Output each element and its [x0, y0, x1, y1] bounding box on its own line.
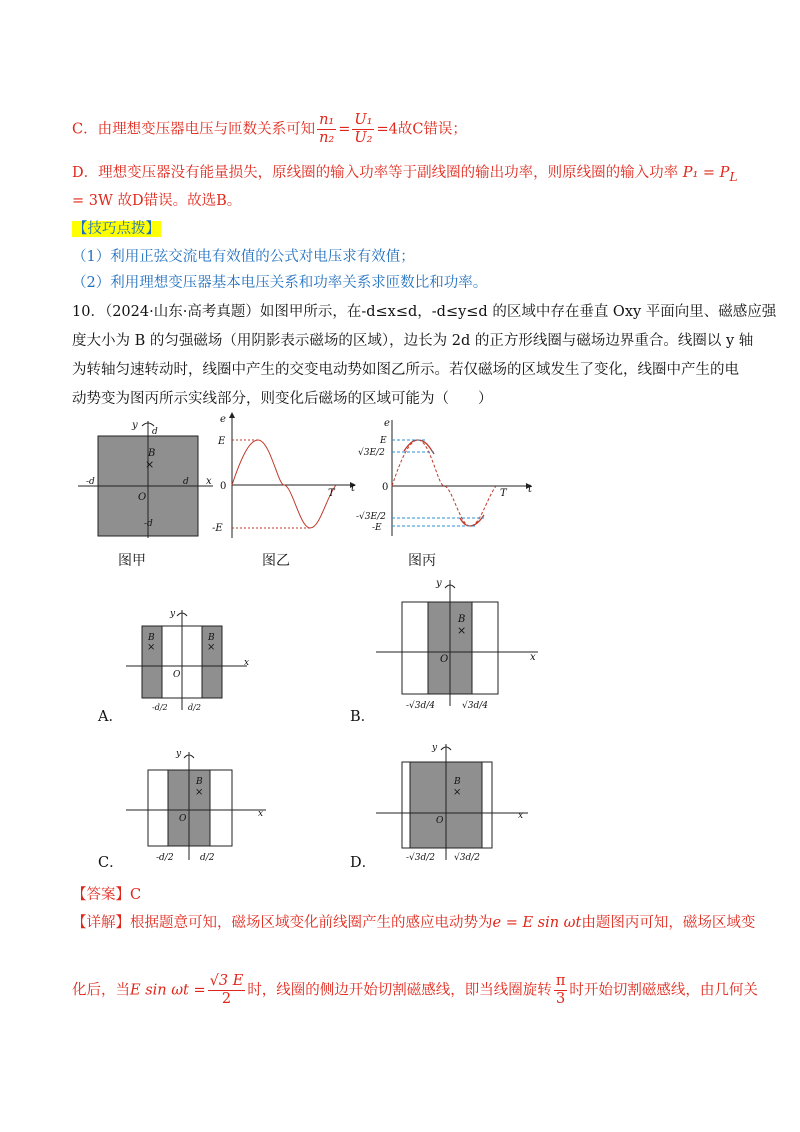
- option-c-explanation: C．由理想变压器电压与匝数关系可知 $\frac{\text{n₁}}{\text{n₂}}$ = $\frac{\text{U₁}}{\text{U₂}}$ =4故C错误；: [72, 112, 467, 146]
- option-d-explanation-line2: = 3W 故D错误。故选B。: [72, 193, 242, 209]
- left-bound-label: -√3d/4: [406, 701, 436, 711]
- figure-yi: [212, 410, 362, 540]
- caption-bing: 图丙: [408, 553, 436, 569]
- b-label: B: [458, 614, 466, 625]
- numerator: √3 E: [209, 973, 244, 989]
- origin-label: O: [440, 654, 449, 665]
- option-d-figure: [372, 738, 532, 864]
- sqrt3e-over-2: [208, 973, 246, 1008]
- detail-text-2a: 化后，当: [72, 982, 130, 999]
- line-d-text1: D．理想变压器没有能量损失，原线圈的输入功率等于副线圈的输出功率，则原线圈的输入功率: [72, 165, 679, 181]
- period-label: T: [328, 488, 335, 499]
- question-line-1: 10．（2024·山东·高考真题）如图甲所示，在-d≤x≤d，-d≤y≤d 的区域中存在垂直 Oxy 平面向里、磁感应强: [72, 304, 777, 320]
- b-label-right: B: [208, 633, 215, 643]
- origin-label: O: [179, 814, 187, 824]
- left-bound-label: -√3d/2: [406, 853, 436, 863]
- t-label: t: [351, 483, 356, 494]
- y-label: y: [170, 609, 176, 619]
- question-line-2: 度大小为 B 的匀强磁场（用阴影表示磁场的区域），边长为 2d 的正方形线圈与磁场边界重合。线圈以 y 轴: [72, 333, 754, 349]
- answer-value: C: [130, 887, 142, 903]
- x-label: x: [206, 476, 212, 487]
- figure-jia: [78, 416, 218, 541]
- bottom-d-label: -d: [144, 519, 153, 529]
- cross-icon: ×: [453, 787, 462, 798]
- pi-over-3: [554, 973, 568, 1008]
- right-bound-label: d/2: [200, 853, 215, 863]
- left-bound-label: -d/2: [152, 703, 168, 712]
- x-label: x: [530, 652, 536, 663]
- period-label: T: [500, 488, 507, 499]
- caption-yi: 图乙: [262, 553, 290, 569]
- zero-label: 0: [220, 481, 227, 492]
- top-d-label: d: [152, 427, 158, 437]
- y-label: y: [132, 420, 138, 431]
- question-line-3: 为转轴匀速转动时，线圈中产生的交变电动势如图乙所示。若仅磁场的区域发生了变化，线圈中产生的电: [72, 362, 739, 378]
- equals-four: =4: [376, 121, 398, 138]
- line-c-prefix: C．由理想变压器电压与匝数关系可知: [72, 121, 316, 138]
- x-label: x: [244, 658, 250, 668]
- e-axis-arrow-icon: [229, 412, 235, 418]
- y-label: y: [432, 743, 438, 753]
- zero-label: 0: [382, 482, 389, 493]
- cross-icon-left: ×: [147, 642, 156, 653]
- origin-label: O: [436, 816, 444, 826]
- emf-curve-dashed: [392, 440, 496, 526]
- option-c-label[interactable]: C．: [98, 855, 124, 871]
- emf-equation: e = E sin ωt: [492, 915, 582, 931]
- detail-text-1a: 根据题意可知，磁场区域变化前线圈产生的感应电动势为: [130, 915, 493, 931]
- b-label-left: B: [148, 633, 155, 643]
- condition-equation: E sin ωt =: [130, 982, 206, 999]
- answer-line: [72, 884, 141, 906]
- emax-label: E: [380, 436, 387, 446]
- detail-tag: 【详解】: [72, 915, 130, 931]
- detail-text-2b: 时，线圈的侧边开始切割磁感线，即当线圈旋转: [247, 982, 552, 999]
- option-c-figure: [122, 744, 272, 864]
- t-label: t: [528, 484, 533, 495]
- figure-bing: [356, 418, 536, 538]
- origin-label: O: [173, 670, 181, 680]
- detail-line-1: [72, 912, 755, 934]
- emin-label: -E: [372, 523, 382, 533]
- option-a-label[interactable]: A．: [98, 709, 123, 725]
- e-label: e: [220, 414, 226, 425]
- right-bound-label: √3d/2: [454, 853, 480, 863]
- tips-title: [72, 218, 161, 240]
- voltage-ratio-fraction: [352, 112, 374, 147]
- option-b-label[interactable]: B．: [350, 709, 376, 725]
- b-label: B: [148, 448, 156, 459]
- answer-tag: 【答案】: [72, 887, 130, 903]
- power-subscript: L: [729, 169, 738, 184]
- cross-icon: ×: [145, 458, 155, 471]
- emf-curve: [232, 440, 336, 528]
- origin-label: O: [138, 492, 147, 503]
- option-a-figure: [122, 604, 252, 714]
- detail-text-2c: 时开始切割磁感线，由几何关: [569, 982, 758, 999]
- line-c-suffix: 故C错误；: [397, 121, 467, 138]
- right-bound-label: d/2: [188, 703, 201, 712]
- emax-label: E: [218, 436, 226, 447]
- turns-ratio-fraction: [317, 112, 336, 147]
- pi-numerator: π: [555, 973, 566, 989]
- b-label: B: [196, 777, 203, 787]
- n2: n₂: [319, 130, 335, 146]
- u1: U₁: [354, 112, 373, 128]
- y-label: y: [176, 749, 182, 759]
- cross-icon: ×: [457, 624, 467, 637]
- neg-half-e-label: -√3E/2: [356, 512, 386, 522]
- tips-highlight: 【技巧点拨】: [73, 221, 160, 237]
- left-d-label: -d: [86, 477, 95, 487]
- cross-icon: ×: [195, 787, 204, 798]
- emin-label: -E: [212, 523, 223, 534]
- u2: U₂: [354, 130, 373, 146]
- y-label: y: [436, 578, 442, 589]
- detail-text-1b: 由题图丙可知，磁场区域变: [581, 915, 756, 931]
- right-bound-label: √3d/4: [462, 701, 488, 711]
- tips-item-1: （1）利用正弦交流电有效值的公式对电压求有效值；: [72, 249, 415, 265]
- caption-jia: 图甲: [118, 553, 146, 569]
- option-b-figure: [372, 574, 542, 714]
- detail-line-2: [72, 973, 758, 1008]
- x-label: x: [518, 811, 524, 821]
- emf-curve-solid: [404, 440, 484, 526]
- question-line-4: 动势变为图丙所示实线部分，则变化后磁场的区域可能为（ ）: [72, 391, 493, 407]
- right-d-label: d: [183, 477, 189, 487]
- x-label: x: [258, 809, 264, 819]
- option-d-explanation-line1: [72, 162, 737, 188]
- b-label: B: [454, 777, 461, 787]
- power-equation: P₁ = P: [682, 165, 730, 181]
- half-e-label: √3E/2: [358, 448, 385, 458]
- left-bound-label: -d/2: [156, 853, 174, 863]
- e-label: e: [384, 418, 390, 429]
- denominator: 2: [221, 991, 232, 1007]
- n1: n₁: [319, 112, 335, 128]
- cross-icon-right: ×: [207, 642, 216, 653]
- three-denominator: 3: [555, 991, 566, 1007]
- option-d-label[interactable]: D．: [350, 855, 377, 871]
- tips-item-2: （2）利用理想变压器基本电压关系和功率关系求匝数比和功率。: [72, 275, 488, 291]
